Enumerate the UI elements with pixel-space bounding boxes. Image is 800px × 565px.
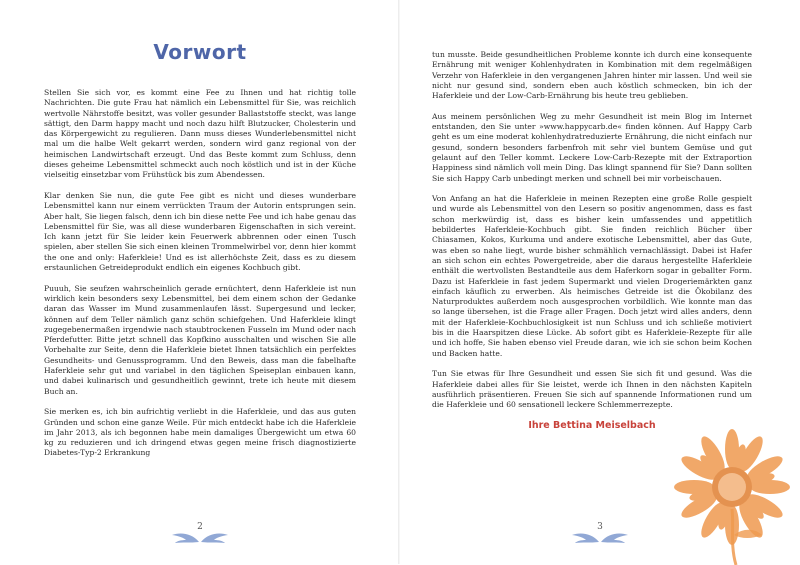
paragraph: Aus meinem persönlichen Weg zu mehr Gesundheit ist mein Blog im Internet entstanden, den Sie unter »www.happycarb.de« finden können. Auf Happy Carb geht es um eine moderat kohlenhydratreduzierte Ernährung, die nicht einfach nur gesund, sondern besonders farbenfroh mit sehr viel buntem Gemüse und gut gelaunt auf den Teller kommt. Leckere Low-Carb-Rezepte mit der Extraportion Happiness sind nämlich voll mein Ding. Das klingt spannend für Sie? Dann sollten Sie sich Happy Carb unbedingt merken und schnell bei mir vorbeischauen. (432, 111, 752, 183)
wings-ornament-icon (170, 530, 230, 548)
left-page (0, 0, 400, 564)
right-text-column (432, 50, 752, 431)
page-number: 3 (597, 522, 603, 532)
paragraph: tun musste. Beide gesundheitlichen Probleme konnte ich durch eine konsequente Ernährung mit weniger Kohlenhydraten in Kombination mit dem regelmäßigen Verzehr von Haferkleie in den vergangenen Jahren hinter mir lassen. Und weil sie nicht nur gesund sind, sondern eben auch köstlich schmecken, bin ich der Haferkleie und der Low-Carb-Ernährung bis heute treu geblieben. (432, 50, 752, 101)
page-number-block (570, 522, 630, 550)
paragraph: Klar denken Sie nun, die gute Fee gibt es nicht und dieses wunderbare Lebensmittel kann nur einem verrückten Traum der Autorin entsprungen sein. Aber halt, Sie liegen falsch, denn ich bin diese nette Fee und ich habe genau das Lebensmittel für Sie, was all diese wunderbaren Eigenschaften in sich vereint. Ich kann jetzt für Sie leider kein Feuerwerk abbrennen oder einen Tusch spielen, aber stellen Sie sich einen kleinen Trommelwirbel vor, denn hier kommt the one and only: Haferkleie! Und es ist allerhöchste Zeit, dass es zu diesem erstaunlichen Getreideprodukt endlich ein eigenes Kochbuch gibt. (44, 190, 356, 273)
page-number: 2 (197, 522, 203, 532)
paragraph: Tun Sie etwas für Ihre Gesundheit und essen Sie sich fit und gesund. Was die Haferkleie dabei alles für Sie leistet, werde ich Ihnen in den nächsten Kapiteln ausführlich präsentieren. Freuen Sie sich auf spannende Informationen rund um die Haferkleie und 60 sensationell leckere Schlemmerrezepte. (432, 369, 752, 410)
paragraph: Puuuh, Sie seufzen wahrscheinlich gerade ernüchtert, denn Haferkleie ist nun wirklich kein besonders sexy Lebensmittel, bei dem einem schon der Gedanke daran das Wasser im Mund zusammenlaufen lässt. Supergesund und lecker, können auf dem Teller nämlich ganz schön schiefgehen. Und Haferkleie klingt zugegebenermaßen irgendwie nach staubtrockenen Fusseln im Mund oder nach Pferdefutter. Bitte jetzt schnell das Kopfkino ausschalten und wischen Sie alle Vorbehalte zur Seite, denn die Haferkleie bietet Ihnen tatsächlich ein perfektes Gesundheits- und Genussprogramm. Und den Beweis, dass man die fabelhafte Haferkleie sehr gut und variabel in den täglichen Speiseplan einbauen kann, und dabei kulinarisch und gesundheitlich gewinnt, trete ich heute mit diesem Buch an. (44, 283, 356, 396)
paragraph: Sie merken es, ich bin aufrichtig verliebt in die Haferkleie, und das aus guten Gründen und schon eine ganze Weile. Für mich entdeckt habe ich die Haferkleie im Jahr 2013, als ich begonnen habe mein damaliges Übergewicht um etwa 60 kg zu reduzieren und ich dringend etwas gegen meine frisch diagnostizierte Diabetes-Typ-2 Erkrankung (44, 407, 356, 458)
paragraph: Von Anfang an hat die Haferkleie in meinen Rezepten eine große Rolle gespielt und wurde als Lebensmittel von den Lesern so positiv angenommen, dass es fast schon merkwürdig ist, dass es bisher kein umfassendes und appetitlich bebildertes Haferkleie-Kochbuch gibt. Sie finden reichlich Bücher über Chiasamen, Kokos, Kurkuma und andere exotische Lebensmittel, aber das Gute, was eben so nahe liegt, wurde bisher schmählich vernachlässigt. Dabei ist Hafer an sich schon ein echtes Powergetreide, aber die daraus hergestellte Haferkleie enthält die wertvollsten Bestandteile aus dem Haferkorn sogar in geballter Form. Dazu ist Haferkleie in fast jedem Supermarkt und vielen Drogeriemärkten ganz einfach käuflich zu erwerben. Als heimisches Getreide ist die Ökobilanz des Naturproduktes außerdem noch ausgesprochen vorbildlich. Wie konnte man das so lange übersehen, ist die Frage aller Fragen. Doch jetzt wird alles anders, denn mit der Haferkleie-Kochbuchlosigkeit ist nun Schluss und ich schließe motiviert bis in die Haarspitzen diese Lücke. Ab sofort gibt es Haferkleie-Rezepte für alle und ich hoffe, Sie haben ebenso viel Freude daran, wie ich sie schon beim Kochen und Backen hatte. (432, 194, 752, 358)
sunflower-icon (670, 425, 800, 565)
paragraph: Stellen Sie sich vor, es kommt eine Fee zu Ihnen und hat richtig tolle Nachrichten. Die gute Frau hat nämlich ein Lebensmittel für Sie, was reichlich wertvolle Nährstoffe besitzt, was voller gesunder Ballaststoffe steckt, was lange sättigt, den Darm happy macht und noch dazu hilft Blutzucker, Cholesterin und das Körpergewicht zu regulieren. Dann muss dieses Wunderlebensmittel nicht mal um die halbe Welt gekarrt werden, sondern wird ganz regional von der heimischen Landwirtschaft erzeugt. Und das Beste kommt zum Schluss, denn dieses geheime Lebensmittel schmeckt auch noch köstlich und ist in der Küche vielseitig einsetzbar vom Frühstück bis zum Abendessen. (44, 88, 356, 180)
author-signature: Ihre Bettina Meiselbach (528, 419, 656, 431)
left-text-column (44, 88, 356, 469)
right-page (400, 0, 800, 564)
page-title: Vorwort (153, 40, 247, 64)
page-number-block (170, 522, 230, 550)
wings-ornament-icon (570, 530, 630, 548)
